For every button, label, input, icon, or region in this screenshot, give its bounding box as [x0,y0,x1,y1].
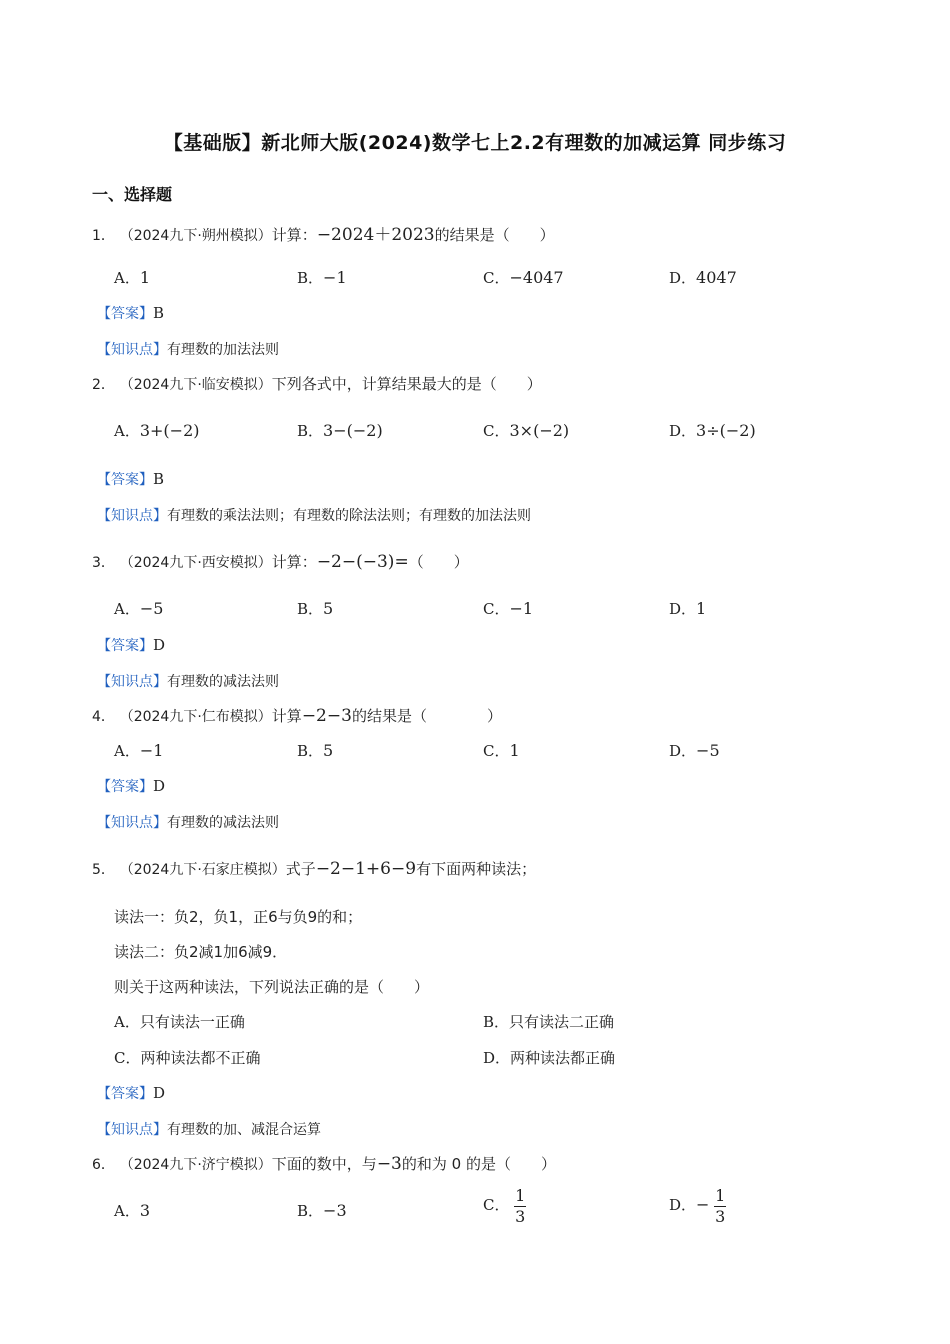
question-number: 3． [92,555,115,571]
math-expression: −2−1+6−9 [315,859,417,879]
answer-row: 【答案】B [97,470,165,488]
option-b: B．5 [297,741,334,760]
knowledge-row: 【知识点】有理数的减法法则 [97,815,279,831]
option-c: C．−4047 [483,268,564,287]
answer-row: 【答案】D [97,636,166,654]
option-d: D．3÷(−2) [669,421,756,440]
question-source: （2024九下·仁布模拟） [119,709,272,725]
option-b: B．只有读法二正确 [483,1013,615,1031]
section-heading: 一、选择题 [92,185,173,204]
knowledge-row: 【知识点】有理数的减法法则 [97,674,279,690]
knowledge-row: 【知识点】有理数的加、减混合运算 [97,1122,321,1138]
question-6-stem: 6． （2024九下·济宁模拟）下面的数中，与−3的和为 0 的是（ ） [92,1154,556,1174]
math-expression: −3 [376,1154,402,1174]
option-c: C． $\frac{1}{3}$ [483,1186,526,1226]
math-expression: −2024＋2023 [316,225,435,245]
math-expression: −2−(−3)= [316,552,409,572]
option-a: A．3 [114,1201,151,1220]
knowledge-row: 【知识点】有理数的加法法则 [97,342,279,358]
question-3-stem: 3． （2024九下·西安模拟）计算：−2−(−3)=（ ） [92,552,469,572]
answer-row: 【答案】D [97,1084,166,1102]
option-a: A．1 [114,268,151,287]
option-d: D．两种读法都正确 [483,1049,616,1067]
fraction: $\frac{1}{3}$ [715,1186,726,1226]
fraction: $\frac{1}{3}$ [515,1186,526,1226]
question-source: （2024九下·西安模拟） [119,555,272,571]
option-c: C．1 [483,741,520,760]
question-number: 6． [92,1157,115,1173]
question-number: 5． [92,862,115,878]
question-source: （2024九下·朔州模拟） [119,228,272,244]
question-2-stem: 2． （2024九下·临安模拟）下列各式中，计算结果最大的是（ ） [92,375,542,393]
option-a: A．只有读法一正确 [114,1013,245,1031]
question-number: 2． [92,377,115,393]
option-d: D．−5 [669,741,720,760]
question-prompt: 则关于这两种读法，下列说法正确的是（ ） [114,978,430,996]
question-4-stem: 4． （2024九下·仁布模拟）计算−2−3的结果是（ ） [92,706,502,726]
answer-row: 【答案】D [97,777,166,795]
question-1-stem: 1． （2024九下·朔州模拟）计算：−2024＋2023的结果是（ ） [92,225,555,245]
answer-row: 【答案】B [97,304,165,322]
question-number: 4． [92,709,115,725]
option-d: D．1 [669,599,707,618]
page-title: 【基础版】新北师大版(2024)数学七上2.2有理数的加减运算 同步练习 [163,132,787,154]
option-d: D．− $\frac{1}{3}$ [669,1186,726,1226]
reading-one: 读法一：负2，负1，正6与负9的和； [114,908,363,926]
option-a: A．−5 [114,599,164,618]
question-source: （2024九下·临安模拟） [119,377,272,393]
option-c: C．3×(−2) [483,421,570,440]
knowledge-row: 【知识点】有理数的乘法法则；有理数的除法法则；有理数的加法法则 [97,508,531,524]
question-5-stem: 5． （2024九下·石家庄模拟）式子−2−1+6−9有下面两种读法； [92,859,537,879]
question-source: （2024九下·济宁模拟） [119,1157,272,1173]
option-b: B．5 [297,599,334,618]
option-b: B．−3 [297,1201,347,1220]
option-b: B．3−(−2) [297,421,383,440]
question-number: 1． [92,228,115,244]
option-a: A．3+(−2) [114,421,200,440]
math-expression: −2−3 [301,706,352,726]
reading-two: 读法二：负2减1加6减9． [114,943,288,961]
option-d: D．4047 [669,268,737,287]
option-c: C．−1 [483,599,534,618]
question-source: （2024九下·石家庄模拟） [119,862,286,878]
option-a: A．−1 [114,741,164,760]
option-c: C．两种读法都不正确 [114,1049,261,1067]
option-b: B．−1 [297,268,347,287]
